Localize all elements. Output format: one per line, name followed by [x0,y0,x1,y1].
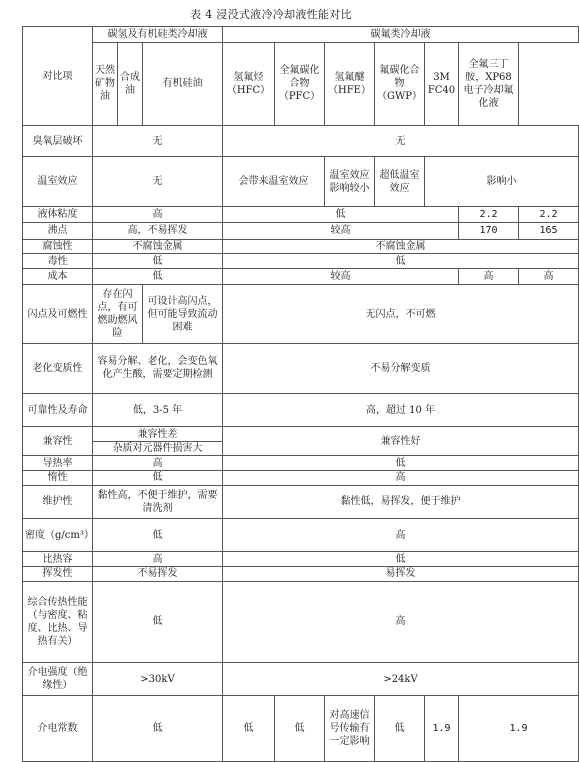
row-label-dielectric-strength: 介电强度（绝缘性） [23,662,93,695]
table-row [23,456,579,471]
cell-inertness-fluoro: 高 [223,471,579,486]
header-hfe: 氢氟醚（HFE） [325,42,375,125]
cell-heat-transfer-fluoro: 高 [223,581,579,662]
cell-dielectric-strength-hydro: >30kV [93,662,223,695]
header-item: 对比项 [23,27,93,126]
row-label-volatility: 挥发性 [23,566,93,581]
cell-cost-hydro: 低 [93,268,223,285]
cell-flash-silicone: 可设计高闪点，但可能导致流动困难 [143,285,223,343]
table-row [23,471,579,486]
cell-boiling-fluoro: 较高 [223,222,459,239]
table-row [23,662,579,695]
cell-viscosity-fluoro: 低 [223,207,459,223]
table-row [23,427,579,442]
cell-compat-hydro-b: 杂质对元器件损害大 [93,441,223,456]
cell-dielectric-const-hfe: 对高速信号传输有一定影响 [325,696,375,762]
table-row [23,157,579,207]
cell-flash-oils: 存在闪点，有可燃助燃风险 [93,285,143,343]
row-label-ozone: 臭氧层破坏 [23,126,93,157]
cell-cost-fluoro: 较高 [223,268,459,285]
row-label-aging: 老化变质性 [23,343,93,393]
cell-flash-fluoro: 无闪点，不可燃 [223,285,579,343]
sub-header-row [23,42,579,125]
cell-dielectric-const-fp68: 1.9 [459,696,579,762]
row-label-heat-transfer: 综合传热性能（与密度、粘度、比热、导热有关） [23,581,93,662]
cell-greenhouse-hfc-pfc: 会带来温室效应 [223,157,325,207]
row-label-density: 密度（g/cm³） [23,518,93,551]
table-row [23,518,579,551]
table-caption: 表 4 浸没式液冷冷却液性能对比 [190,8,352,21]
cell-dielectric-const-fc40: 1.9 [425,696,459,762]
cell-boiling-fc40: 170 [459,222,519,239]
header-hfc: 氢氟烃（HFC） [223,42,275,125]
table-row [23,566,579,581]
header-gwp: 氟碳化合物（GWP） [375,42,425,125]
cell-toxicity-hydro: 低 [93,254,223,269]
cell-ozone-fluoro: 无 [223,126,579,157]
table-row [23,254,579,269]
cell-ozone-hydro: 无 [93,126,223,157]
cell-viscosity-hydro: 高 [93,207,223,223]
cell-inertness-hydro: 低 [93,471,223,486]
cell-toxicity-fluoro: 低 [223,254,579,269]
table-row [23,485,579,518]
row-label-boiling: 沸点 [23,222,93,239]
cell-greenhouse-hfe: 温室效应影响较小 [325,157,375,207]
cell-dielectric-const-pfc: 低 [275,696,325,762]
cell-dielectric-const-hfc: 低 [223,696,275,762]
cell-greenhouse-fc: 影响小 [425,157,579,207]
cell-density-hydro: 低 [93,518,223,551]
group-fluorocarbon: 碳氟类冷却液 [223,27,579,43]
header-fp68: 全氟三丁胺，XP68电子冷却氟化液 [459,42,519,125]
row-label-cost: 成本 [23,268,93,285]
group-header-row [23,27,579,43]
cell-maintenance-hydro: 黏性高，不便于维护，需要清洗剂 [93,485,223,518]
cell-heat-capacity-fluoro: 低 [223,552,579,567]
cell-heat-transfer-hydro: 低 [93,581,223,662]
row-label-toxicity: 毒性 [23,254,93,269]
cell-volatility-fluoro: 易挥发 [223,566,579,581]
header-pfc: 全氟碳化合物（PFC） [275,42,325,125]
row-label-dielectric-const: 介电常数 [23,696,93,762]
cell-dielectric-strength-fluoro: >24kV [223,662,579,695]
table-row [23,285,579,343]
row-label-compat: 兼容性 [23,427,93,456]
row-label-conductivity: 导热率 [23,456,93,471]
row-label-corrosion: 腐蚀性 [23,239,93,254]
row-label-inertness: 惰性 [23,471,93,486]
cell-dielectric-const-hydro: 低 [93,696,223,762]
cell-boiling-fp68: 165 [519,222,579,239]
cell-corrosion-hydro: 不腐蚀金属 [93,239,223,254]
row-label-reliability: 可靠性及寿命 [23,393,93,426]
header-silicone-oil: 有机硅油 [143,42,223,125]
cell-boiling-hydro: 高，不易挥发 [93,222,223,239]
cell-conductivity-fluoro: 低 [223,456,579,471]
header-fc40: 3M FC40 [425,42,459,125]
cell-reliability-hydro: 低，3-5 年 [93,393,223,426]
cell-maintenance-fluoro: 黏性低，易挥发，便于维护 [223,485,579,518]
table-row [23,126,579,157]
cell-heat-capacity-hydro: 高 [93,552,223,567]
cell-dielectric-const-gwp: 低 [375,696,425,762]
cell-volatility-hydro: 不易挥发 [93,566,223,581]
cell-conductivity-hydro: 高 [93,456,223,471]
table-row [23,696,579,762]
group-hydrocarbon: 碳氢及有机硅类冷却液 [93,27,223,43]
cell-aging-hydro: 容易分解、老化，会变色氧化产生酸，需要定期检测 [93,343,223,393]
cell-greenhouse-hydro: 无 [93,157,223,207]
cell-viscosity-fc40: 2.2 [459,207,519,223]
table-row [23,552,579,567]
cell-density-fluoro: 高 [223,518,579,551]
cell-cost-fp68: 高 [519,268,579,285]
coolant-comparison-table [22,26,579,762]
cell-compat-hydro-a: 兼容性差 [93,427,223,442]
header-mineral-oil: 天然矿物油 [93,42,118,125]
cell-compat-fluoro: 兼容性好 [223,427,579,456]
row-label-maintenance: 维护性 [23,485,93,518]
row-label-greenhouse: 温室效应 [23,157,93,207]
cell-greenhouse-gwp: 超低温室效应 [375,157,425,207]
row-label-flash: 闪点及可燃性 [23,285,93,343]
table-row [23,581,579,662]
cell-aging-fluoro: 不易分解变质 [223,343,579,393]
table-row [23,268,579,285]
cell-corrosion-fluoro: 不腐蚀金属 [223,239,579,254]
row-label-heat-capacity: 比热容 [23,552,93,567]
cell-viscosity-fp68: 2.2 [519,207,579,223]
table-row [23,239,579,254]
cell-cost-fc40: 高 [459,268,519,285]
table-row [23,343,579,393]
table-row [23,207,579,223]
table-row [23,393,579,426]
header-synthetic-oil: 合成油 [118,42,143,125]
cell-reliability-fluoro: 高，超过 10 年 [223,393,579,426]
row-label-viscosity: 液体粘度 [23,207,93,223]
table-row [23,222,579,239]
